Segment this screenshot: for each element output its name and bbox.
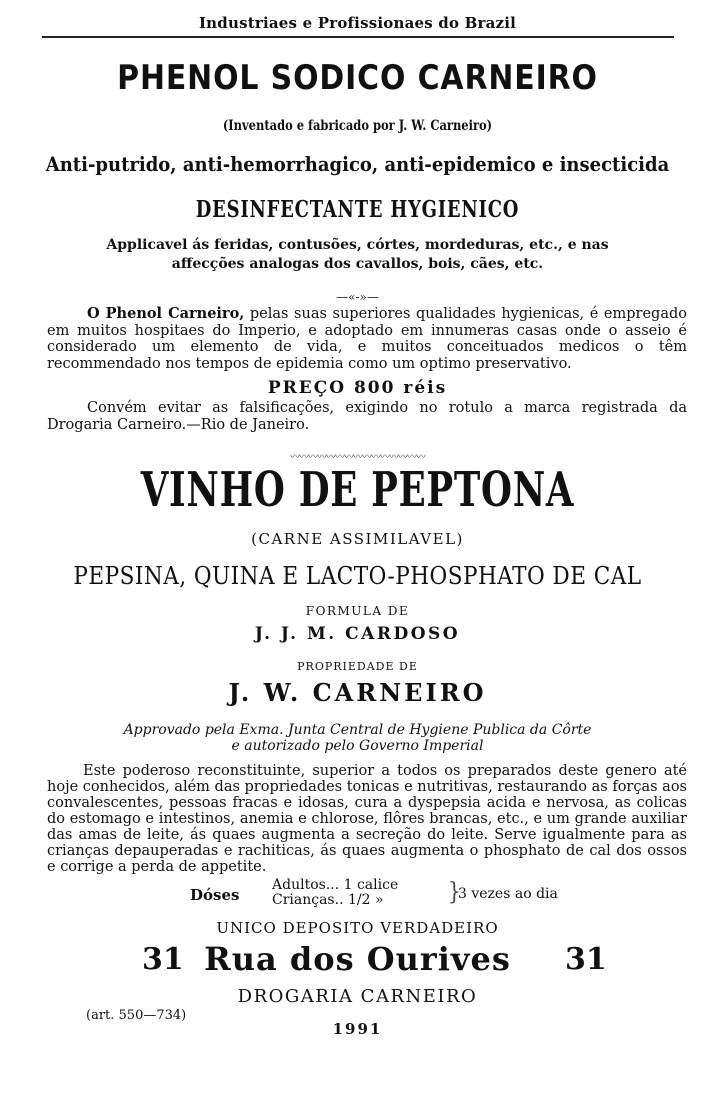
- peptona-ingredients: PEPSINA, QUINA E LACTO-PHOSPHATO DE CAL: [73, 562, 642, 590]
- formula-label: FORMULA DE: [305, 604, 410, 618]
- article-reference: (art. 550—734): [86, 1008, 187, 1023]
- page-header: Industriaes e Profissionaes do Brazil: [198, 14, 517, 32]
- phenol-warning: [47, 400, 687, 433]
- street-name: Rua dos Ourives: [204, 940, 511, 978]
- doses-label: Dóses: [190, 886, 240, 904]
- peptona-description: [47, 763, 687, 875]
- phenol-application: [0, 236, 715, 274]
- phenol-title: PHENOL SODICO CARNEIRO: [117, 58, 598, 98]
- peptona-title: VINHO DE PEPTONA: [140, 462, 575, 518]
- dose-frequency: 3 vezes ao dia: [458, 886, 558, 902]
- drogaria-name: DROGARIA CARNEIRO: [237, 986, 478, 1007]
- dosage-block: [190, 877, 590, 917]
- year-number: 1991: [332, 1020, 383, 1038]
- phenol-price: PREÇO 800 réis: [267, 378, 448, 398]
- phenol-name: O Phenol Carneiro,: [87, 305, 245, 322]
- propriedade-label: PROPRIEDADE DE: [297, 660, 418, 673]
- peptona-description-text: Este poderoso reconstituinte, superior a todos os preparados deste genero até hoje conhecidos, além das propriedades tonicas e nutritivas, restaurando as forças aos convalescentes, pessoas fracas e idosas, cura a dyspepsia acida e nervosa, as colicas do estomago e intestinos, anemia e chlorose, flôres brancas, etc., e um grande auxiliar das amas de leite, ás quaes augmenta a secreção do leite. Serve igualmente para as crianças depauperadas e rachiticas, ás quaes augmenta o phosphato de cal dos ossos e corrige a perda de appetite.: [47, 763, 687, 875]
- brace-glyph: }: [448, 876, 461, 906]
- phenol-warning-text: Convém evitar as falsificações, exigindo no rotulo a marca registrada da Drogaria Carneiro.—Rio de Janeiro.: [47, 400, 687, 433]
- header-rule: [42, 36, 674, 38]
- street-number-left: 31: [142, 942, 184, 977]
- formula-author: J. J. M. CARDOSO: [254, 624, 461, 644]
- dose-adults: Adultos... 1 calice: [272, 877, 399, 893]
- wavy-divider: 〰〰〰〰〰〰〰〰〰〰〰〰〰〰〰: [290, 452, 425, 463]
- approval-line-2: e autorizado pelo Governo Imperial: [231, 738, 484, 754]
- street-number-right: 31: [565, 942, 607, 977]
- peptona-subtitle: (CARNE ASSIMILAVEL): [251, 530, 464, 548]
- phenol-inventor: (Inventado e fabricado por J. W. Carneiro): [222, 118, 493, 134]
- phenol-subtitle: Anti-putrido, anti-hemorrhagico, anti-epidemico e insecticida: [45, 152, 670, 176]
- application-line-1: Applicavel ás feridas, contusões, córtes, mordeduras, etc., e nas: [106, 237, 609, 253]
- application-line-2: affecções analogas dos cavallos, bois, cães, etc.: [171, 256, 544, 272]
- approval-note: [0, 722, 715, 754]
- approval-line-1: Approvado pela Exma. Junta Central de Hygiene Publica da Côrte: [123, 722, 592, 738]
- phenol-type: DESINFECTANTE HYGIENICO: [195, 196, 520, 223]
- dose-children: Crianças.. 1/2 »: [272, 892, 384, 908]
- owner-name: J. W. CARNEIRO: [228, 678, 487, 707]
- phenol-description: [47, 306, 687, 372]
- ornament-divider: —«-»—: [336, 290, 379, 304]
- phenol-description-text: pelas suas superiores qualidades hygienicas, é empregado em muitos hospitaes do Imperio, e adoptado em innumeras casas onde o asseio é considerado um elemento de vida, e muitos conceituados medicos o têm recommendado nos tempos de epidemia como um optimo preservativo.: [47, 306, 687, 372]
- deposit-label: UNICO DEPOSITO VERDADEIRO: [216, 919, 499, 937]
